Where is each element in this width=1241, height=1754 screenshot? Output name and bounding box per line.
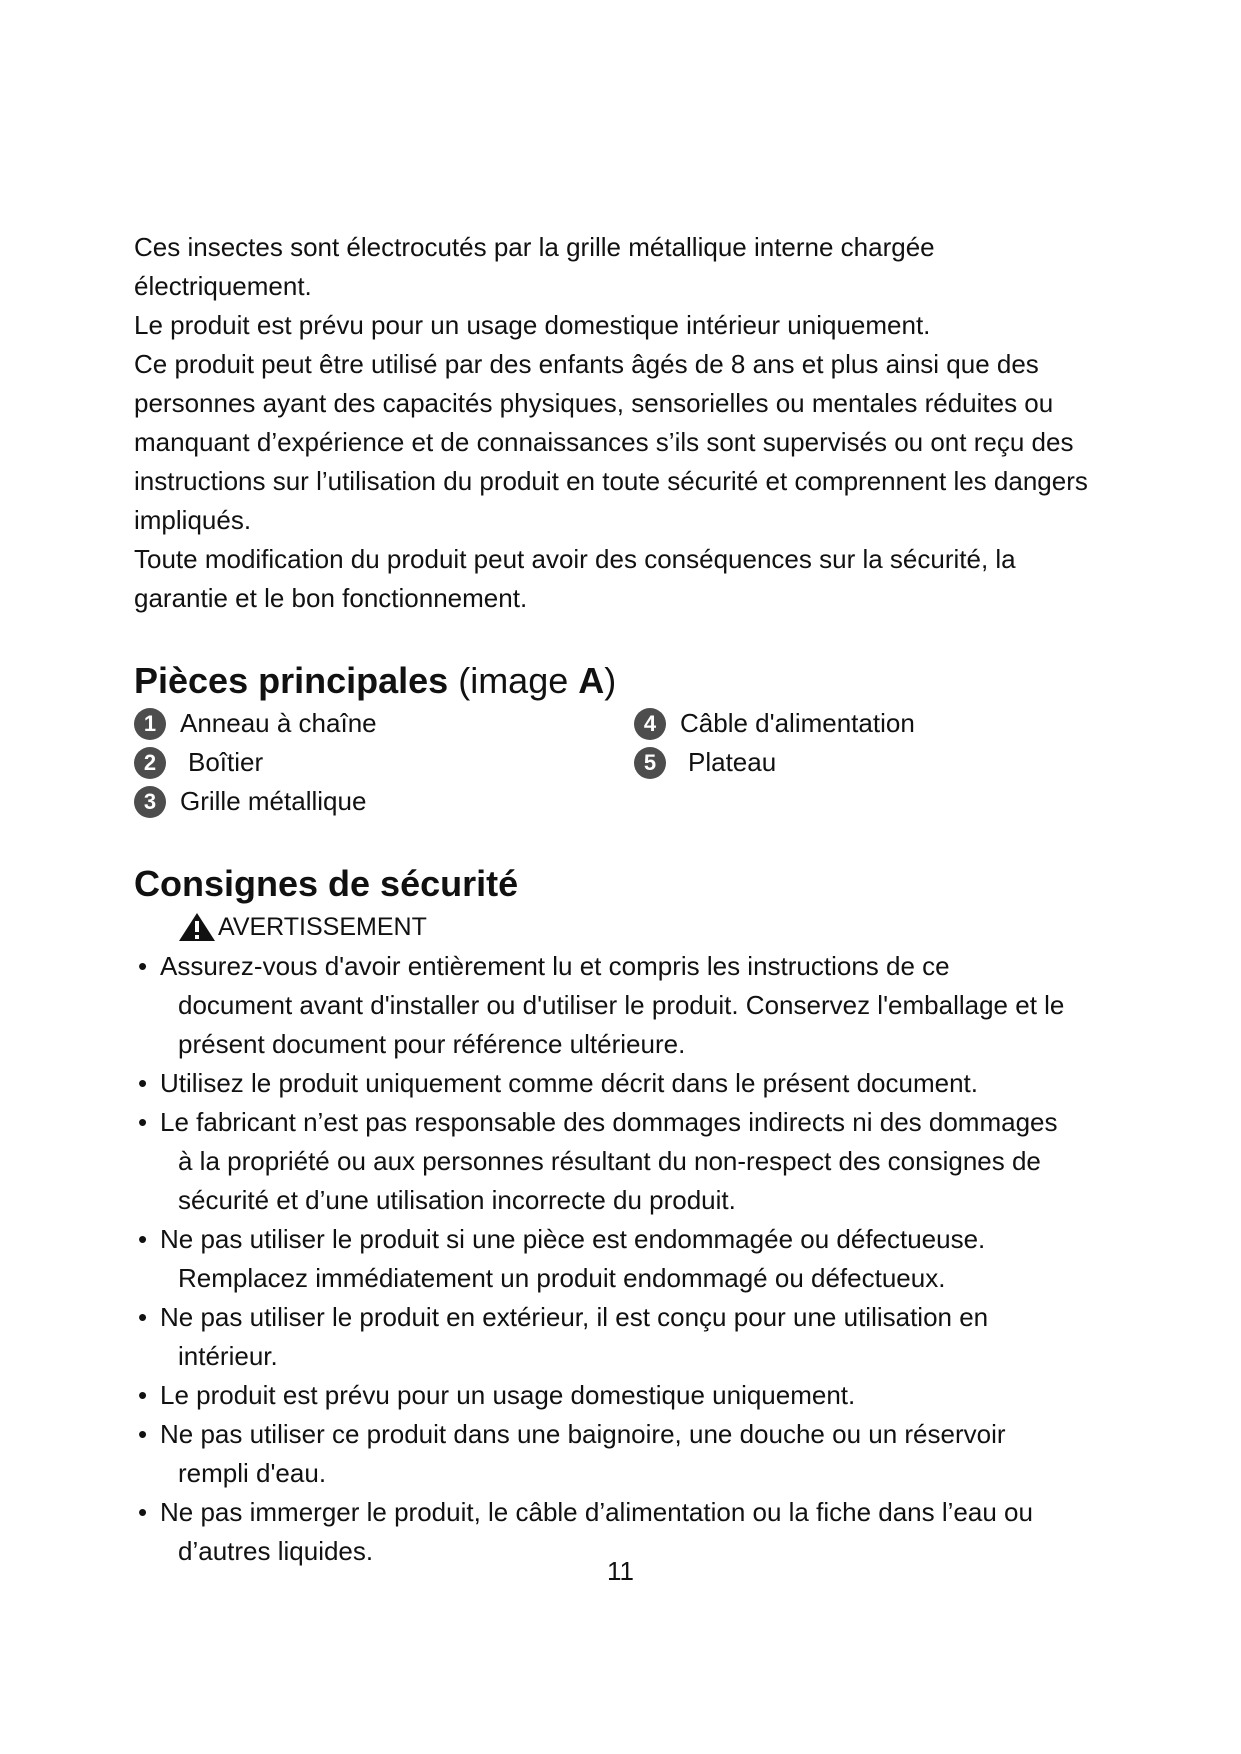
warning-label-row xyxy=(178,907,1114,947)
rule-text: Ne pas immerger le produit, le câble d’alimentation ou la fiche dans l’eau ou xyxy=(160,1497,1033,1527)
intro-paragraph: Le produit est prévu pour un usage domestique intérieur uniquement. xyxy=(134,310,931,340)
part-number-badge: 3 xyxy=(134,786,166,818)
parts-list xyxy=(134,704,1114,821)
list-item xyxy=(134,1220,1114,1298)
list-item xyxy=(134,1064,1114,1103)
bullet: • xyxy=(138,1497,148,1527)
part-item xyxy=(134,704,634,743)
rule-text-continued: Remplacez immédiatement un produit endommagé ou défectueux. xyxy=(178,1263,946,1293)
list-item xyxy=(134,1103,1114,1220)
bullet: • xyxy=(138,951,148,981)
rule-text: Le produit est prévu pour un usage domestique uniquement. xyxy=(160,1380,856,1410)
rule-text-continued: document avant d'installer ou d'utiliser le produit. Conservez l'emballage et le présent document pour référence ultérieure. xyxy=(178,990,1065,1059)
list-item xyxy=(134,1298,1114,1376)
rule-text: Ne pas utiliser le produit en extérieur, il est conçu pour une utilisation en xyxy=(160,1302,989,1332)
rule-text: Ne pas utiliser le produit si une pièce est endommagée ou défectueuse. xyxy=(160,1224,986,1254)
bullet: • xyxy=(138,1380,148,1410)
list-item xyxy=(134,947,1114,1064)
bullet: • xyxy=(138,1107,148,1137)
part-item xyxy=(134,782,634,821)
parts-heading-letter: A xyxy=(578,660,605,701)
safety-heading: Consignes de sécurité xyxy=(134,863,519,904)
intro-paragraph: Ce produit peut être utilisé par des enfants âgés de 8 ans et plus ainsi que des personnes ayant des capacités physiques, sensorielles ou mentales réduites ou manquant d’expérience et de connaissances s’ils sont supervisés ou ont reçu des instructions sur l’utilisation du produit en toute sécurité et comprennent les dangers impliqués. xyxy=(134,349,1088,535)
part-number-badge: 5 xyxy=(634,747,666,779)
bullet: • xyxy=(138,1068,148,1098)
part-number-badge: 1 xyxy=(134,708,166,740)
parts-heading-bold: Pièces principales xyxy=(134,660,449,701)
intro-paragraph: Ces insectes sont électrocutés par la grille métallique interne chargée électriquement. xyxy=(134,232,935,301)
rule-text: Ne pas utiliser ce produit dans une baignoire, une douche ou un réservoir xyxy=(160,1419,1006,1449)
intro-paragraph: Toute modification du produit peut avoir des conséquences sur la sécurité, la garantie et le bon fonctionnement. xyxy=(134,544,1016,613)
rule-text: Assurez-vous d'avoir entièrement lu et compris les instructions de ce xyxy=(160,951,950,981)
warning-label: AVERTISSEMENT xyxy=(218,912,427,941)
part-number-badge: 4 xyxy=(634,708,666,740)
parts-column-left xyxy=(134,704,634,821)
list-item xyxy=(134,1415,1114,1493)
bullet: • xyxy=(138,1302,148,1332)
rule-text-continued: rempli d'eau. xyxy=(178,1458,327,1488)
rule-text-continued: à la propriété ou aux personnes résultant du non-respect des consignes de sécurité et d’une utilisation incorrecte du produit. xyxy=(178,1146,1041,1215)
rule-text-continued: d’autres liquides. xyxy=(178,1536,374,1566)
intro-text xyxy=(134,228,1114,618)
warning-triangle-icon xyxy=(178,912,216,942)
bullet: • xyxy=(138,1419,148,1449)
safety-rules-list xyxy=(134,947,1114,1571)
part-item xyxy=(634,704,1114,743)
parts-column-right xyxy=(634,704,1114,821)
list-item xyxy=(134,1376,1114,1415)
rule-text-continued: intérieur. xyxy=(178,1341,278,1371)
part-label: Plateau xyxy=(688,747,777,777)
parts-heading-open: (image xyxy=(458,660,579,701)
part-label: Câble d'alimentation xyxy=(680,708,915,738)
parts-heading xyxy=(134,658,1114,704)
part-number-badge: 2 xyxy=(134,747,166,779)
page-number: 11 xyxy=(607,1556,634,1586)
rule-text: Utilisez le produit uniquement comme décrit dans le présent document. xyxy=(160,1068,978,1098)
part-label: Anneau à chaîne xyxy=(180,708,377,738)
parts-heading-close: ) xyxy=(604,660,617,701)
bullet: • xyxy=(138,1224,148,1254)
document-page xyxy=(134,228,1114,1571)
rule-text: Le fabricant n’est pas responsable des dommages indirects ni des dommages xyxy=(160,1107,1058,1137)
part-label: Grille métallique xyxy=(180,786,367,816)
part-item xyxy=(634,743,1114,782)
part-item xyxy=(134,743,634,782)
part-label: Boîtier xyxy=(188,747,264,777)
